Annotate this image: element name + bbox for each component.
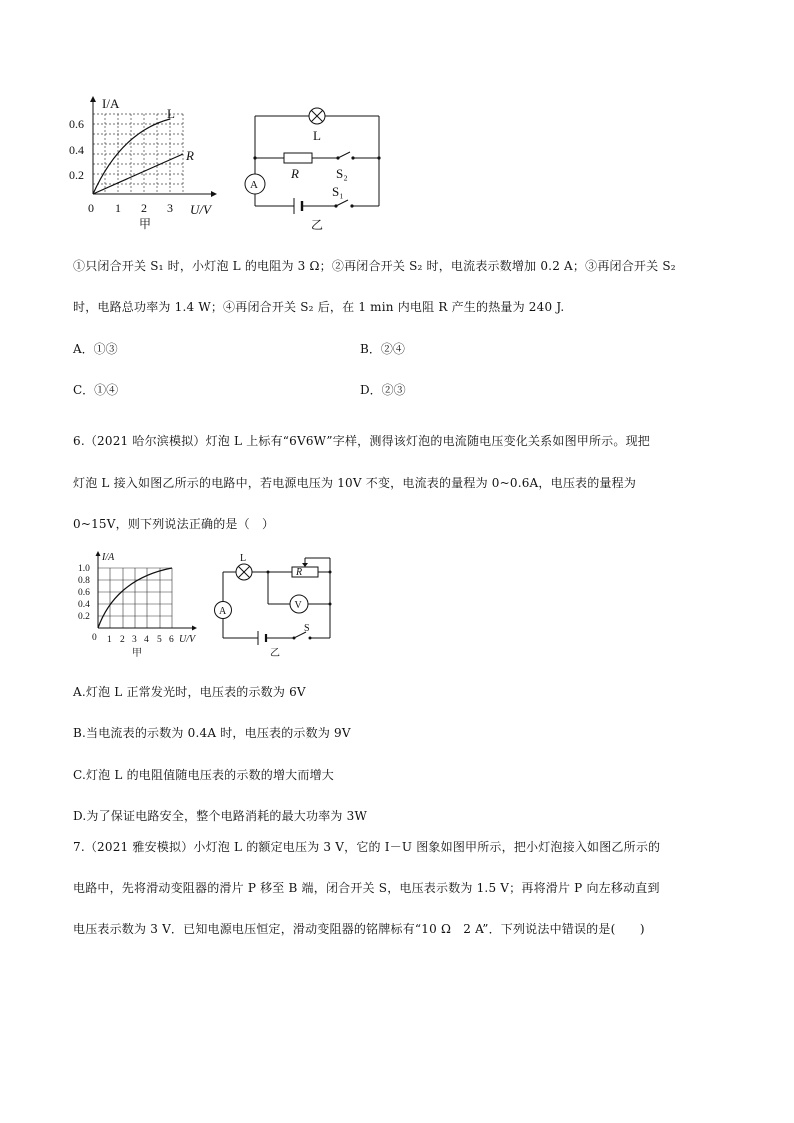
q5-option-c[interactable]: C．①④ [73,383,119,397]
q6-graph-jia [74,548,204,660]
q6-xtick: 5 [157,635,162,645]
q5-circuit-yi [240,96,390,236]
q6-y-label: I/A [102,552,115,563]
q5-ammeter-label: A [250,179,258,191]
q5-lamp-symbol [309,108,325,124]
q6-stem-line3: 0~15V，则下列说法正确的是（ ） [73,517,275,531]
q5-option-b[interactable]: B．②④ [360,342,405,356]
q5-graph-jia [66,92,226,232]
q6-lamp-symbol [236,564,252,580]
q7-stem-line1: 7.（2021 雅安模拟）小灯泡 L 的额定电压为 3 V，它的 I－U 图象如图甲所示，把小灯泡接入如图乙所示的 [73,840,661,854]
q6-option-d[interactable]: D.为了保证电路安全，整个电路消耗的最大功率为 3W [73,809,367,823]
q5-battery-symbol [294,198,302,214]
q6-voltmeter-symbol [290,595,308,613]
q6-battery-symbol [258,631,266,645]
q6-xtick: 2 [120,635,125,645]
q6-circuit-caption: 乙 [270,648,280,659]
q6-stem-line1: 6.（2021 哈尔滨模拟）灯泡 L 上标有“6V6W”字样，测得该灯泡的电流随电压变化关系如图甲所示。现把 [73,434,650,448]
q6-ytick: 1.0 [78,564,90,574]
q7-stem-line2: 电路中，先将滑动变阻器的滑片 P 移至 B 端，闭合开关 S，电压表示数为 1.5 V；再将滑片 P 向左移动直到 [73,881,660,895]
q5-statement-line2: 时，电路总功率为 1.4 W；④再闭合开关 S₂ 后，在 1 min 内电阻 R 产生的热量为 240 J. [73,300,565,314]
q6-xtick: 4 [144,635,149,645]
q5-option-d[interactable]: D．②③ [360,383,406,397]
q6-option-c[interactable]: C.灯泡 L 的电阻值随电压表的示数的增大而增大 [73,768,334,782]
q6-origin: 0 [92,633,97,643]
q5-ammeter-symbol [245,174,265,194]
q5-fig-caption: 甲 [139,217,152,231]
q6-ammeter-label: A [219,606,227,617]
q5-lamp-label: L [313,128,321,143]
q5-resistor-symbol [284,153,312,163]
q6-circuit-yi [208,552,348,662]
q5-curve-label-R: R [186,148,194,163]
q5-s2-label: S₂ [336,166,348,181]
q6-option-a[interactable]: A.灯泡 L 正常发光时，电压表的示数为 6V [73,685,306,699]
q5-x-label: U/V [190,202,211,217]
q6-ytick: 0.6 [78,588,90,598]
q5-ytick: 0.4 [69,143,84,157]
q6-lamp-label: L [240,553,247,564]
q5-ytick: 0.6 [69,117,84,131]
q6-graph-grid [98,568,172,628]
q6-xtick: 6 [169,635,174,645]
q5-resistor-label: R [291,166,299,181]
q5-xtick: 1 [115,201,121,215]
q5-graph-grid [93,114,183,194]
q6-stem-line2: 灯泡 L 接入如图乙所示的电路中，若电源电压为 10V 不变，电流表的量程为 0~0.6A，电压表的量程为 [73,476,637,490]
q5-ytick: 0.2 [69,168,84,182]
q6-ytick: 0.4 [78,600,90,610]
q6-switch-label: S [304,623,310,634]
q6-xtick: 3 [132,635,137,645]
q6-x-label: U/V [179,634,196,645]
q5-xtick: 0 [88,201,94,215]
q6-ammeter-symbol [215,602,232,619]
q5-statement-line1: ①只闭合开关 S₁ 时，小灯泡 L 的电阻为 3 Ω；②再闭合开关 S₂ 时，电流表示数增加 0.2 A；③再闭合开关 S₂ [73,259,676,273]
q6-resistor-label: R [296,567,303,578]
q6-ytick: 0.2 [78,612,90,622]
q5-circuit-caption: 乙 [311,218,324,232]
q5-s1-label: S₁ [332,184,344,199]
q5-y-label: I/A [102,96,120,111]
q6-ytick: 0.8 [78,576,90,586]
q6-fig-caption: 甲 [132,648,142,659]
q6-option-b[interactable]: B.当电流表的示数为 0.4A 时，电压表的示数为 9V [73,726,351,740]
q5-xtick: 2 [141,201,147,215]
q5-xtick: 3 [167,201,173,215]
q6-voltmeter-label: V [294,600,302,611]
q5-option-a[interactable]: A．①③ [73,342,118,356]
q5-curve-label-L: L [167,106,175,121]
q6-xtick: 1 [107,635,112,645]
q7-stem-line3: 电压表示数为 3 V．已知电源电压恒定，滑动变阻器的铭牌标有“10 Ω 2 A”．下列说法中错误的是( ) [73,922,645,936]
q5-curve-L [93,119,170,194]
